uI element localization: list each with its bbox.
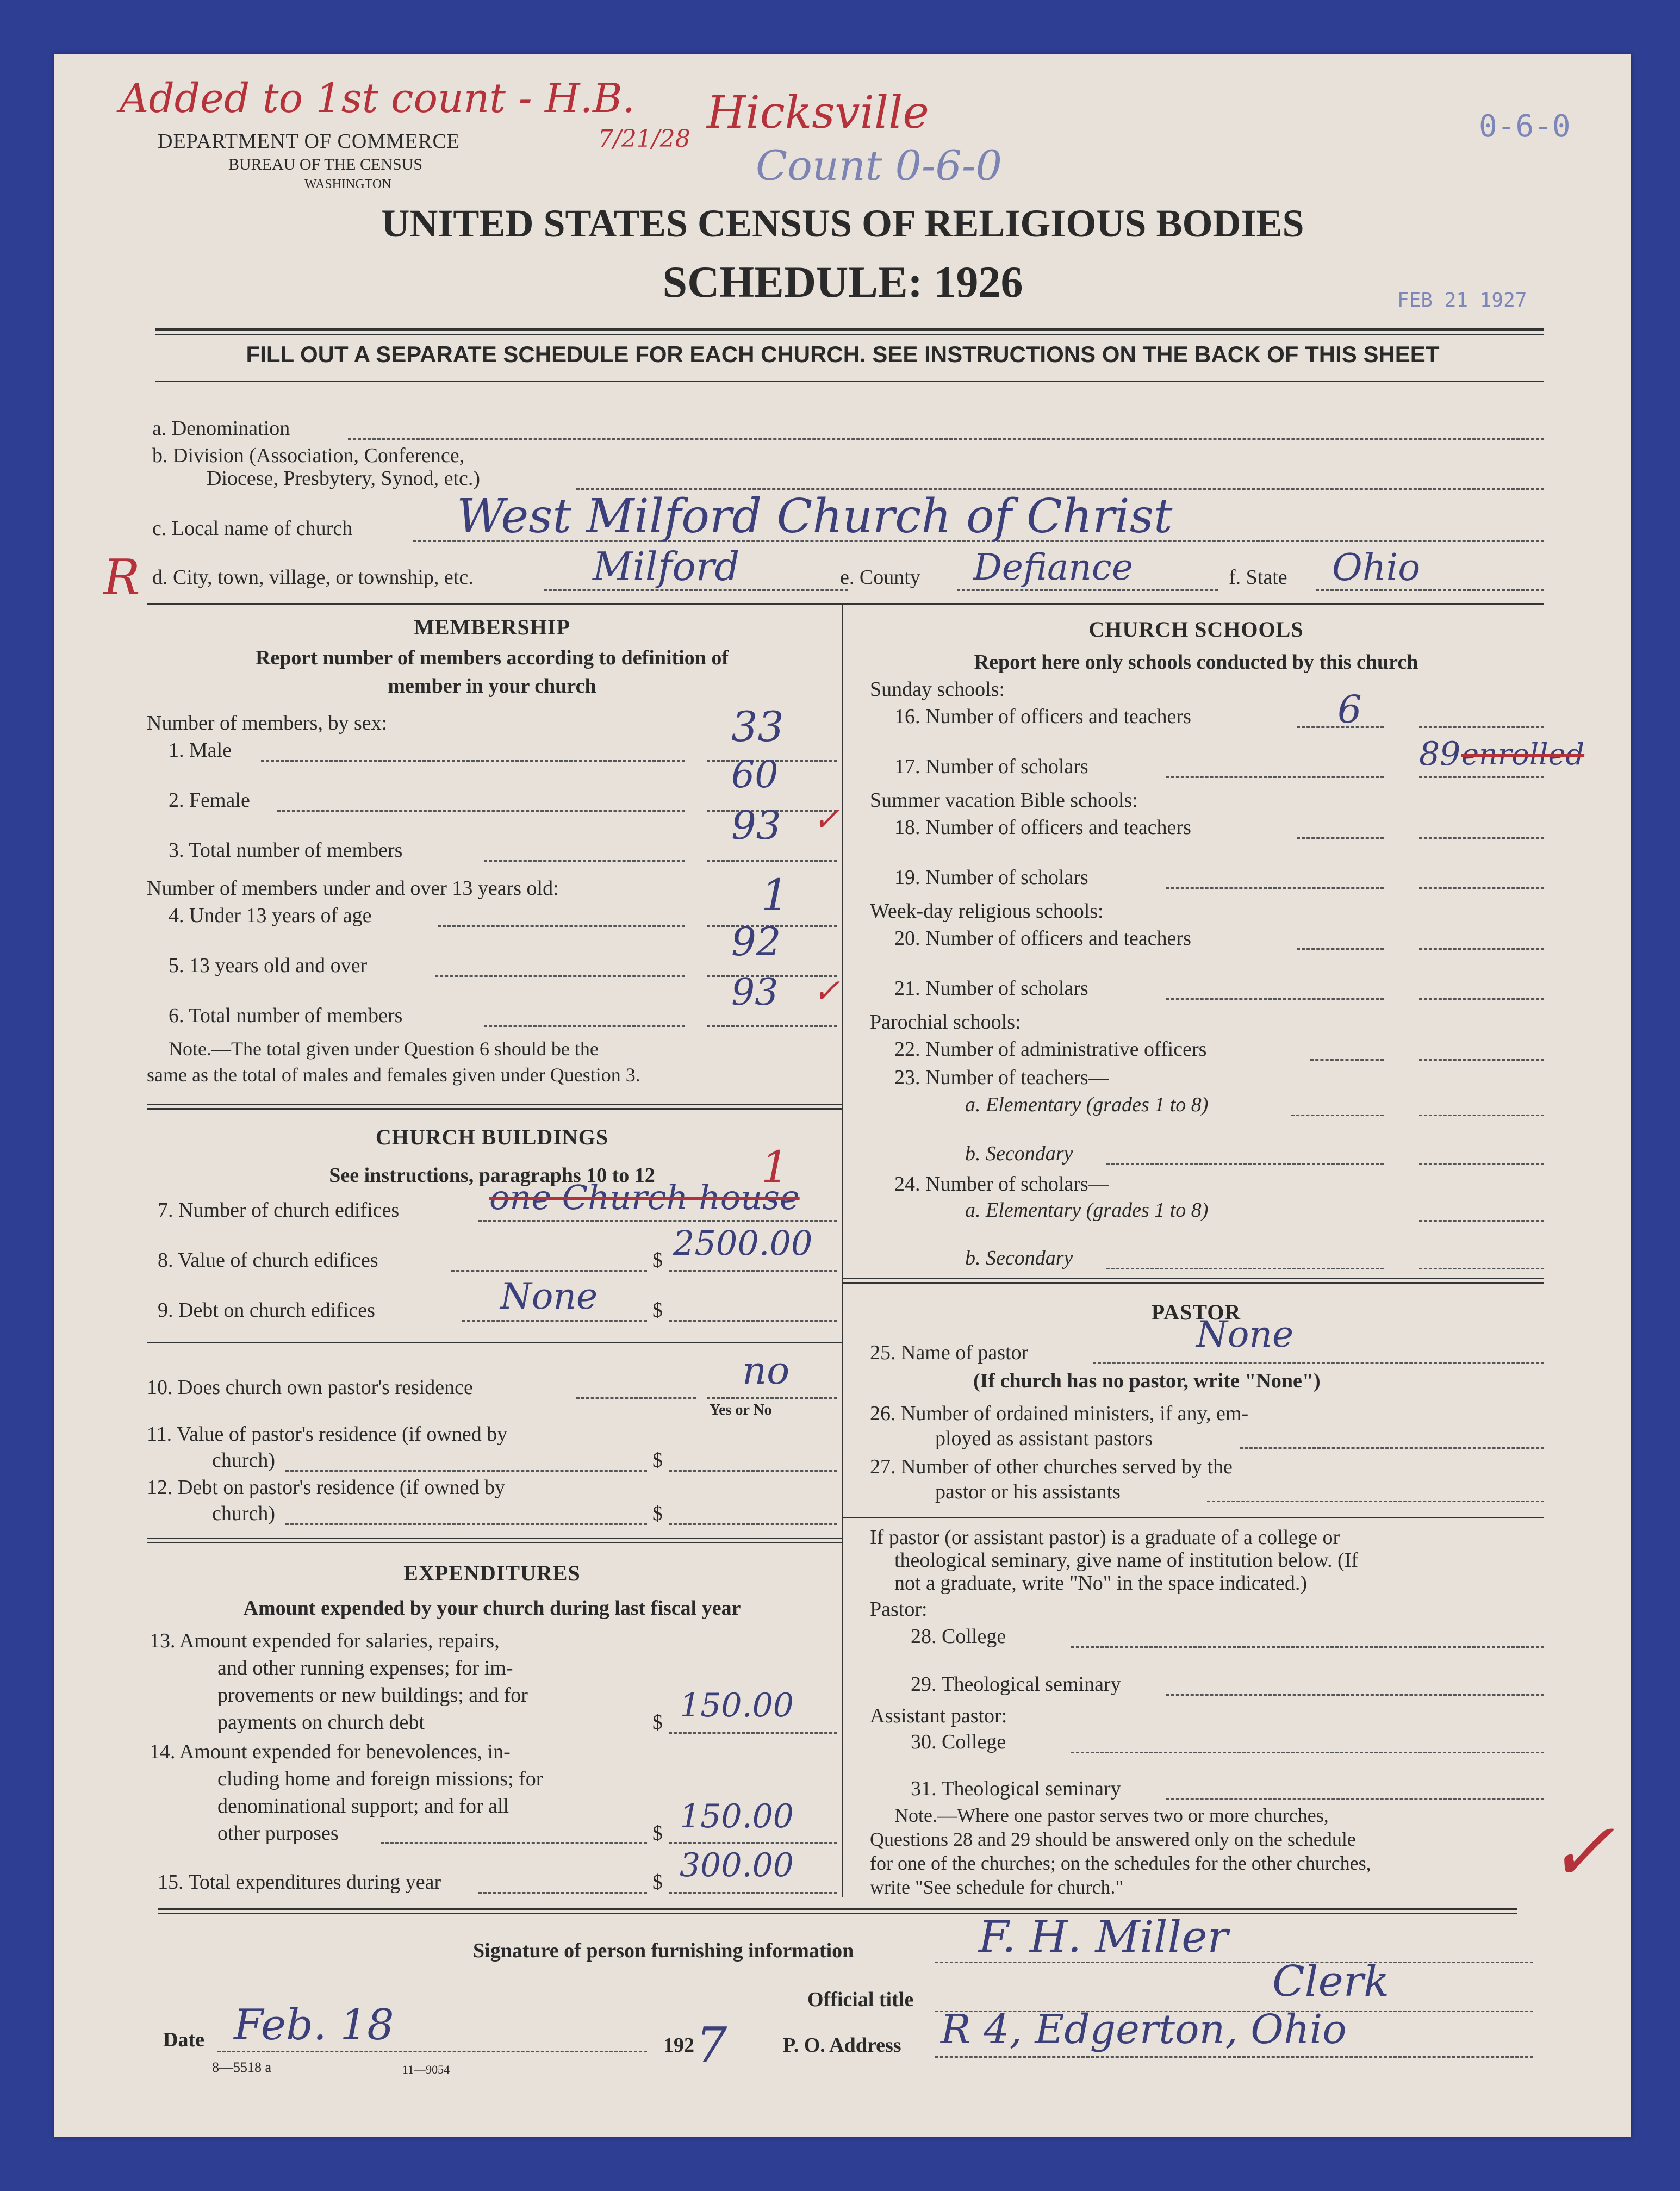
pastor-seminary-field[interactable] <box>1166 1694 1544 1696</box>
members-by-sex-heading: Number of members, by sex: <box>147 712 388 735</box>
assistant-college-label: 30. College <box>911 1731 1006 1753</box>
schools-title: CHURCH SCHOOLS <box>1088 617 1304 642</box>
membership-note-cont: same as the total of males and females given under Question 3. <box>147 1064 640 1086</box>
buildings-title: CHURCH BUILDINGS <box>375 1125 609 1149</box>
division-label: b. Division (Association, Conference, <box>152 444 465 467</box>
signature-label: Signature of person furnishing information <box>473 1939 854 1962</box>
print-code: 11—9054 <box>402 2063 450 2076</box>
edifices-field[interactable] <box>478 1220 837 1222</box>
local-name-value: West Milford Church of Christ <box>457 489 1173 544</box>
weekday-scholars-field[interactable] <box>1419 998 1544 1000</box>
page-subtitle: SCHEDULE: 1926 <box>662 257 1023 307</box>
bureau-name: BUREAU OF THE CENSUS <box>228 155 422 173</box>
admin-officers-field[interactable] <box>1419 1059 1544 1061</box>
teachers-heading: 23. Number of teachers— <box>894 1066 1109 1089</box>
male-value: 33 <box>731 702 784 751</box>
county-value: Defiance <box>973 546 1133 588</box>
total-members-age-label: 6. Total number of members <box>169 1004 403 1027</box>
edifices-debt-field[interactable] <box>669 1320 837 1322</box>
summer-scholars-label: 19. Number of scholars <box>894 866 1088 889</box>
edifices-debt-label: 9. Debt on church edifices <box>158 1299 375 1322</box>
teachers-elementary-field[interactable] <box>1419 1115 1544 1116</box>
residence-value-label-cont: church) <box>212 1449 276 1472</box>
scholars-heading: 24. Number of scholars— <box>894 1173 1109 1196</box>
city-label: d. City, town, village, or township, etc. <box>152 566 474 589</box>
bureau-city: WASHINGTON <box>304 177 391 191</box>
over-13-value: 92 <box>731 919 781 964</box>
sunday-schools-heading: Sunday schools: <box>870 678 1005 701</box>
other-churches-field[interactable] <box>1207 1501 1544 1502</box>
total-members-age-field[interactable] <box>707 1025 837 1027</box>
summer-officers-field[interactable] <box>1419 837 1544 839</box>
instruction-line: FILL OUT A SEPARATE SCHEDULE FOR EACH CHURCH. SEE INSTRUCTIONS ON THE BACK OF THIS SHEET <box>246 341 1440 367</box>
total-members-field[interactable] <box>707 860 837 862</box>
residence-debt-label-cont: church) <box>212 1502 276 1525</box>
pastor-college-label: 28. College <box>911 1625 1006 1648</box>
assistant-seminary-label: 31. Theological seminary <box>911 1777 1121 1800</box>
department-name: DEPARTMENT OF COMMERCE <box>158 130 461 153</box>
added-note: Added to 1st count - H.B. <box>120 75 636 122</box>
admin-officers-label: 22. Number of administrative officers <box>894 1038 1207 1061</box>
signature-value: F. H. Miller <box>979 1912 1228 1962</box>
date-field[interactable] <box>217 2051 647 2052</box>
state-field[interactable] <box>1316 589 1544 591</box>
form-code: 8—5518 a <box>212 2059 272 2075</box>
count-note: Count 0-6-0 <box>756 141 1002 190</box>
assistant-ministers-field[interactable] <box>1240 1447 1544 1449</box>
membership-intro-cont: member in your church <box>388 675 596 698</box>
check-mark: ✓ <box>813 800 841 838</box>
weekday-schools-heading: Week-day religious schools: <box>870 900 1104 923</box>
running-expenses-value: 150.00 <box>680 1686 794 1725</box>
edifices-debt-value: None <box>500 1275 598 1317</box>
schools-intro: Report here only schools conducted by this church <box>974 651 1418 674</box>
under-13-value: 1 <box>761 870 789 920</box>
pastor-name-label: 25. Name of pastor <box>870 1341 1029 1364</box>
assistant-education-heading: Assistant pastor: <box>870 1704 1007 1727</box>
membership-note: Note.—The total given under Question 6 should be the <box>169 1038 599 1060</box>
state-label: f. State <box>1229 566 1287 589</box>
scholars-secondary-field[interactable] <box>1419 1268 1544 1269</box>
city-field[interactable] <box>544 589 848 591</box>
sunday-scholars-field[interactable] <box>1419 776 1544 778</box>
benevolences-label: 14. Amount expended for benevolences, in- <box>150 1740 511 1763</box>
pastor-name-hint: (If church has no pastor, write "None") <box>973 1370 1321 1392</box>
sunday-scholars-label: 17. Number of scholars <box>894 755 1088 778</box>
running-expenses-label: 13. Amount expended for salaries, repairs, <box>150 1629 500 1652</box>
official-title-label: Official title <box>807 1988 914 2011</box>
city-value: Milford <box>593 544 740 589</box>
female-label: 2. Female <box>169 789 250 812</box>
expenditures-intro: Amount expended by your church during last fiscal year <box>243 1597 741 1620</box>
pastor-education-heading: Pastor: <box>870 1598 928 1621</box>
scholars-elementary-field[interactable] <box>1419 1220 1544 1222</box>
total-expenditures-field[interactable] <box>669 1892 837 1894</box>
hicksville-note: Hicksville <box>707 87 929 139</box>
expenditures-title: EXPENDITURES <box>403 1561 581 1585</box>
over-13-label: 5. 13 years old and over <box>169 954 368 977</box>
owns-residence-value: no <box>742 1348 790 1393</box>
sunday-officers-value: 6 <box>1337 687 1362 732</box>
pastor-college-field[interactable] <box>1071 1646 1544 1648</box>
yes-no-hint: Yes or No <box>710 1402 772 1418</box>
weekday-officers-field[interactable] <box>1419 948 1544 950</box>
owns-residence-field[interactable] <box>707 1397 837 1399</box>
local-name-label: c. Local name of church <box>152 517 353 540</box>
check-mark: ✓ <box>813 972 841 1010</box>
male-label: 1. Male <box>169 739 232 762</box>
weekday-scholars-label: 21. Number of scholars <box>894 977 1088 1000</box>
teachers-secondary-field[interactable] <box>1419 1163 1544 1165</box>
summer-schools-heading: Summer vacation Bible schools: <box>870 789 1138 812</box>
pastor-seminary-label: 29. Theological seminary <box>911 1673 1121 1696</box>
pastor-name-field[interactable] <box>1093 1362 1544 1364</box>
total-members-value: 93 <box>731 802 781 848</box>
other-churches-label: 27. Number of other churches served by the <box>870 1455 1233 1478</box>
edifices-value-field[interactable] <box>669 1270 837 1272</box>
membership-title: MEMBERSHIP <box>414 615 570 639</box>
year-prefix: 192 <box>663 2034 694 2057</box>
buildings-intro: See instructions, paragraphs 10 to 12 <box>329 1164 655 1187</box>
state-value: Ohio <box>1332 546 1421 589</box>
residence-debt-label: 12. Debt on pastor's residence (if owned by <box>147 1476 506 1499</box>
date-value: Feb. 18 <box>234 2001 394 2050</box>
weekday-officers-label: 20. Number of officers and teachers <box>894 927 1191 950</box>
residence-value-label: 11. Value of pastor's residence (if owned by <box>147 1423 508 1446</box>
residence-debt-field[interactable] <box>669 1523 837 1525</box>
check-mark: ✓ <box>1547 1805 1615 1900</box>
benevolences-value: 150.00 <box>680 1797 794 1835</box>
benevolences-field[interactable] <box>669 1842 837 1844</box>
scholars-elementary-label: a. Elementary (grades 1 to 8) <box>965 1199 1209 1222</box>
date-label: Date <box>163 2028 204 2051</box>
membership-intro: Report number of members according to definition of <box>255 646 729 669</box>
denomination-field[interactable] <box>348 438 1544 440</box>
teachers-elementary-label: a. Elementary (grades 1 to 8) <box>965 1093 1209 1116</box>
parochial-schools-heading: Parochial schools: <box>870 1011 1021 1034</box>
owns-residence-label: 10. Does church own pastor's residence <box>147 1376 473 1399</box>
address-field[interactable] <box>935 2056 1533 2058</box>
denomination-label: a. Denomination <box>152 417 290 440</box>
code-stamp: 0-6-0 <box>1479 109 1571 144</box>
county-label: e. County <box>840 566 920 589</box>
edifices-value-label: 8. Value of church edifices <box>158 1249 378 1272</box>
county-field[interactable] <box>957 589 1218 591</box>
teachers-secondary-label: b. Secondary <box>965 1142 1073 1165</box>
under-13-label: 4. Under 13 years of age <box>169 904 372 927</box>
division-label-cont: Diocese, Presbytery, Synod, etc.) <box>207 467 481 490</box>
pastor-title: PASTOR <box>1151 1300 1241 1324</box>
edifices-correction: 1 <box>761 1142 789 1192</box>
female-value: 60 <box>731 754 779 796</box>
added-date: 7/21/28 <box>598 125 690 153</box>
received-date-stamp: FEB 21 1927 <box>1397 289 1527 312</box>
address-label: P. O. Address <box>783 2034 901 2057</box>
pastor-note: Note.—Where one pastor serves two or more churches, <box>894 1804 1329 1826</box>
scholars-secondary-label: b. Secondary <box>965 1247 1073 1269</box>
sunday-scholars-struck: enrolled <box>1461 737 1585 771</box>
year-suffix: 7 <box>696 2017 727 2074</box>
edifices-label: 7. Number of church edifices <box>158 1199 400 1222</box>
assistant-college-field[interactable] <box>1071 1752 1544 1753</box>
edifices-value: one Church house <box>489 1178 800 1217</box>
total-expenditures-label: 15. Total expenditures during year <box>158 1871 441 1894</box>
total-members-age-value: 93 <box>731 971 779 1014</box>
census-schedule-sheet: Added to 1st count - H.B. 7/21/28 Hicksville Count 0-6-0 0-6-0 FEB 21 1927 R DEPARTMENT OF COMMERCE BUREAU OF THE CENSUS WASHINGTON UNITED STATES CENSUS OF RELIGIOUS BODIES SCHEDULE: 1926 FILL OUT A SEPARATE SCHEDULE FOR EACH CHURCH. SEE INSTRUCTIONS ON THE BACK OF THIS SHEET a. Denomination b. Division (Association, Conference, Diocese, Presbytery, Synod, etc.) c. Local name of church West Milford Church of Christ d. City, town, village, or township, etc. Milford e. County Defiance f. State Ohio MEMBERSHIP Report number of members according to definition of member in your church Number of members, by sex: 1. Male 33 2. Female 60 3. Total number of members 93 ✓ Number of members under and over 13 years old: 4. Under 13 years of age 1 5. 13 years old and over 92 6. Total number of members 93 ✓ Note.—The total given under Question 6 should be the same as the total of males and females given under Question 3. CHURCH BUILDINGS See instructions, paragraphs 10 to 12 1 7. Number of church edifices one Church house 8. Value of church edifices $ 2500.00 9. Debt on church edifices None $ 10. Does church own pastor's residence no Yes or No 11. Value of pastor's residence (if owned by church) $ 12. Debt on pastor's residence (if owned by church) $ EXPENDITURES Amount expended by your church during last fiscal year 13. Amount expended for salaries, repairs, and other running expenses; for im- provements or new buildings; and for payments on church debt $ 150.00 14. Amount expended for benevolences, in- cluding home and foreign missions; for denominational support; and for all other purposes $ 150.00 15. Total expenditures during year $ 300.00 CHURCH SCHOOLS Report here only schools conducted by this church Sunday schools: 16. Number of officers and teachers 6 17. Number of scholars 89 enrolled Summer vacation Bible schools: 18. Number of officers and teachers 19. Number of scholars Week-day religious schools: 20. Number of officers and teachers 21. Number of scholars Parochial schools: 22. Number of administrative officers 23. Number of teachers— a. Elementary (grades 1 to 8) b. Secondary 24. Number of scholars— a. Elementary (grades 1 to 8) b. Secondary PASTOR 25. Name of pastor None (If church has no pastor, write "None") 26. Number of ordained ministers, if any, em- ployed as assistant pastors 27. Number of other churches served by the pastor or his assistants If pastor (or assistant pastor) is a graduate of a college or theological seminary, give name of institution below. (If not a graduate, write "No" in the space indicated.) Pastor: 28. College 29. Theological seminary Assistant pastor: 30. College 31. Theological seminary Note.—Where one pastor serves two or more churches, Questions 28 and 29 should be answered only on the schedule for one of the churches; on the schedules for the other churches, write "See schedule for church." ✓ Signature of person furnishing information F. H. Miller Official title Clerk Date Feb. 18 192 7 8—5518 a 11—9054 P. O. Address R 4, Edgerton, Ohio <box>54 54 1631 2137</box>
sunday-officers-label: 16. Number of officers and teachers <box>894 705 1191 728</box>
total-members-label: 3. Total number of members <box>169 839 403 862</box>
running-expenses-field[interactable] <box>669 1732 837 1734</box>
sunday-officers-field[interactable] <box>1419 726 1544 728</box>
residence-value-field[interactable] <box>669 1470 837 1472</box>
page-title: UNITED STATES CENSUS OF RELIGIOUS BODIES <box>381 202 1304 245</box>
members-by-age-heading: Number of members under and over 13 years old: <box>147 877 559 900</box>
total-expenditures-value: 300.00 <box>680 1846 794 1884</box>
sunday-scholars-value: 89 <box>1419 735 1461 773</box>
assistant-ministers-label: 26. Number of ordained ministers, if any, em- <box>870 1402 1249 1425</box>
address-value: R 4, Edgerton, Ohio <box>941 2006 1347 2053</box>
summer-scholars-field[interactable] <box>1419 887 1544 889</box>
pastor-name-value: None <box>1196 1314 1294 1355</box>
graduate-instructions: If pastor (or assistant pastor) is a graduate of a college or <box>870 1526 1340 1549</box>
margin-mark: R <box>103 549 140 606</box>
official-title-value: Clerk <box>1272 1957 1390 2006</box>
summer-officers-label: 18. Number of officers and teachers <box>894 816 1191 839</box>
edifices-worth-value: 2500.00 <box>673 1223 813 1263</box>
assistant-seminary-field[interactable] <box>1166 1798 1544 1800</box>
